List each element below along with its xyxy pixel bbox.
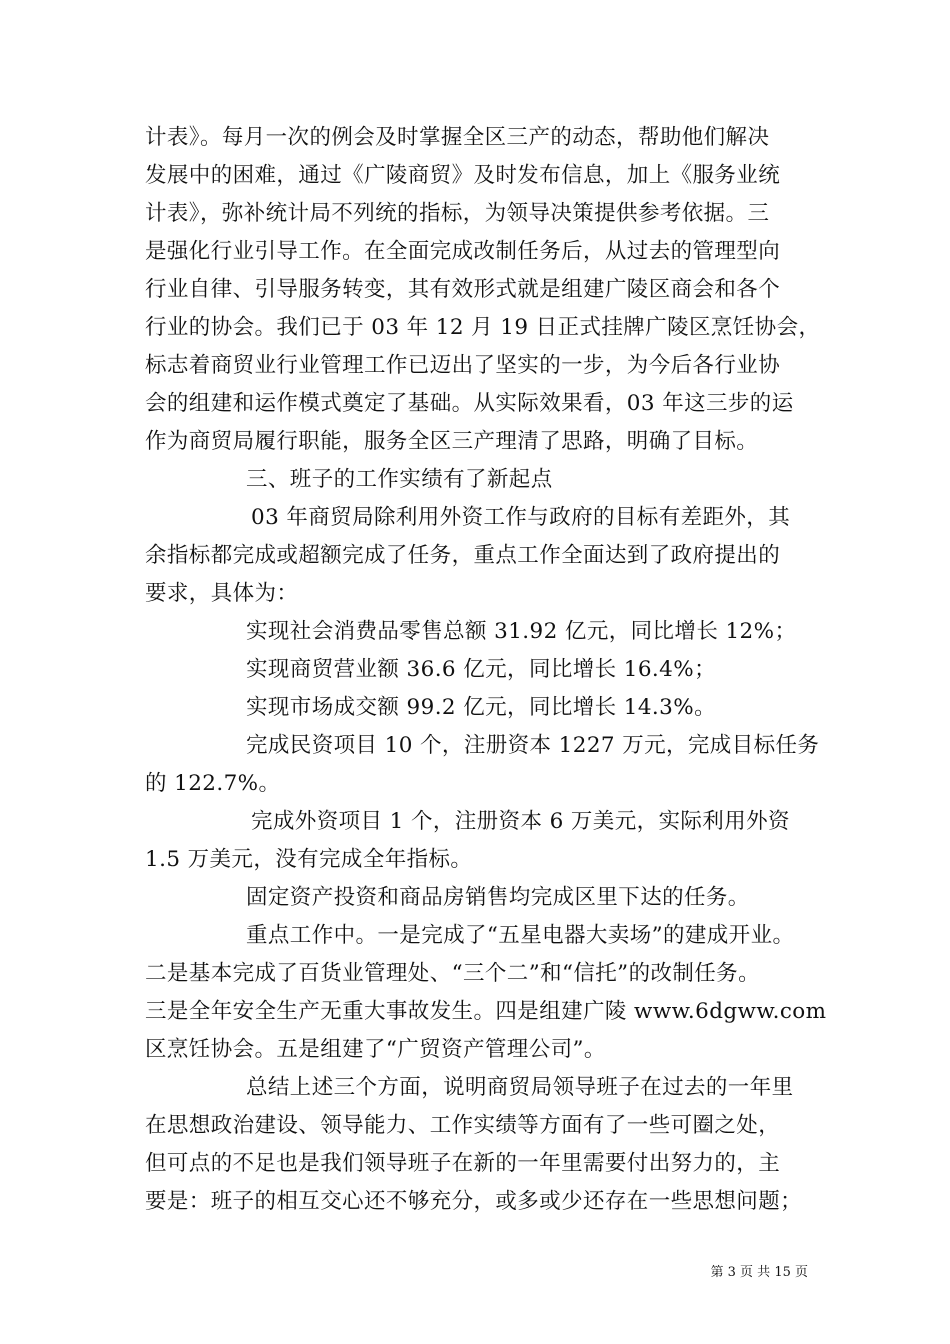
text-line: 完成民资项目 10 个，注册资本 1227 万元，完成目标任务 [246, 733, 820, 758]
text-line: 在思想政治建设、领导能力、工作实绩等方面有了一些可圈之处， [145, 1113, 781, 1138]
text-line: 三是全年安全生产无重大事故发生。四是组建广陵 www.6dgww.com [145, 999, 827, 1024]
text-line: 要求，具体为： [145, 581, 299, 606]
text-line: 1.5 万美元，没有完成全年指标。 [145, 847, 473, 872]
text-line: 计表》。每月一次的例会及时掌握全区三产的动态，帮助他们解决 [145, 125, 770, 150]
text-line: 完成外资项目 1 个，注册资本 6 万美元，实际利用外资 [251, 809, 790, 834]
text-line: 二是基本完成了百货业管理处、“三个二”和“信托”的改制任务。 [145, 961, 760, 986]
text-line: 是强化行业引导工作。在全面完成改制任务后，从过去的管理型向 [145, 239, 781, 264]
text-line: 实现商贸营业额 36.6 亿元，同比增长 16.4%； [246, 657, 716, 682]
text-line: 标志着商贸业行业管理工作已迈出了坚实的一步，为今后各行业协 [145, 353, 781, 378]
text-line: 03 年商贸局除利用外资工作与政府的目标有差距外，其 [251, 505, 791, 530]
text-line: 实现市场成交额 99.2 亿元，同比增长 14.3%。 [246, 695, 716, 720]
text-line: 总结上述三个方面，说明商贸局领导班子在过去的一年里 [246, 1075, 794, 1100]
text-line: 计表》，弥补统计局不列统的指标，为领导决策提供参考依据。三 [145, 201, 770, 226]
section-heading: 三、班子的工作实绩有了新起点 [246, 467, 553, 492]
text-line: 但可点的不足也是我们领导班子在新的一年里需要付出努力的，主 [145, 1151, 781, 1176]
text-line: 重点工作中。一是完成了“五星电器大卖场”的建成开业。 [246, 923, 795, 948]
text-line: 实现社会消费品零售总额 31.92 亿元，同比增长 12%； [246, 619, 797, 644]
text-line: 行业的协会。我们已于 03 年 12 月 19 日正式挂牌广陵区烹饪协会， [145, 315, 821, 340]
text-line: 要是：班子的相互交心还不够充分，或多或少还存在一些思想问题； [145, 1189, 803, 1214]
text-line: 区烹饪协会。五是组建了“广贸资产管理公司”。 [145, 1037, 606, 1062]
page-number: 第 3 页 共 15 页 [710, 1265, 808, 1280]
text-line: 行业自律、引导服务转变，其有效形式就是组建广陵区商会和各个 [145, 277, 781, 302]
text-line: 余指标都完成或超额完成了任务，重点工作全面达到了政府提出的 [145, 543, 781, 568]
text-line: 会的组建和运作模式奠定了基础。从实际效果看，03 年这三步的运 [145, 391, 794, 416]
text-line: 作为商贸局履行职能，服务全区三产理清了思路，明确了目标。 [145, 429, 759, 454]
text-line: 的 122.7%。 [145, 771, 281, 796]
text-line: 固定资产投资和商品房销售均完成区里下达的任务。 [246, 885, 750, 910]
text-line: 发展中的困难，通过《广陵商贸》及时发布信息，加上《服务业统 [145, 163, 781, 188]
